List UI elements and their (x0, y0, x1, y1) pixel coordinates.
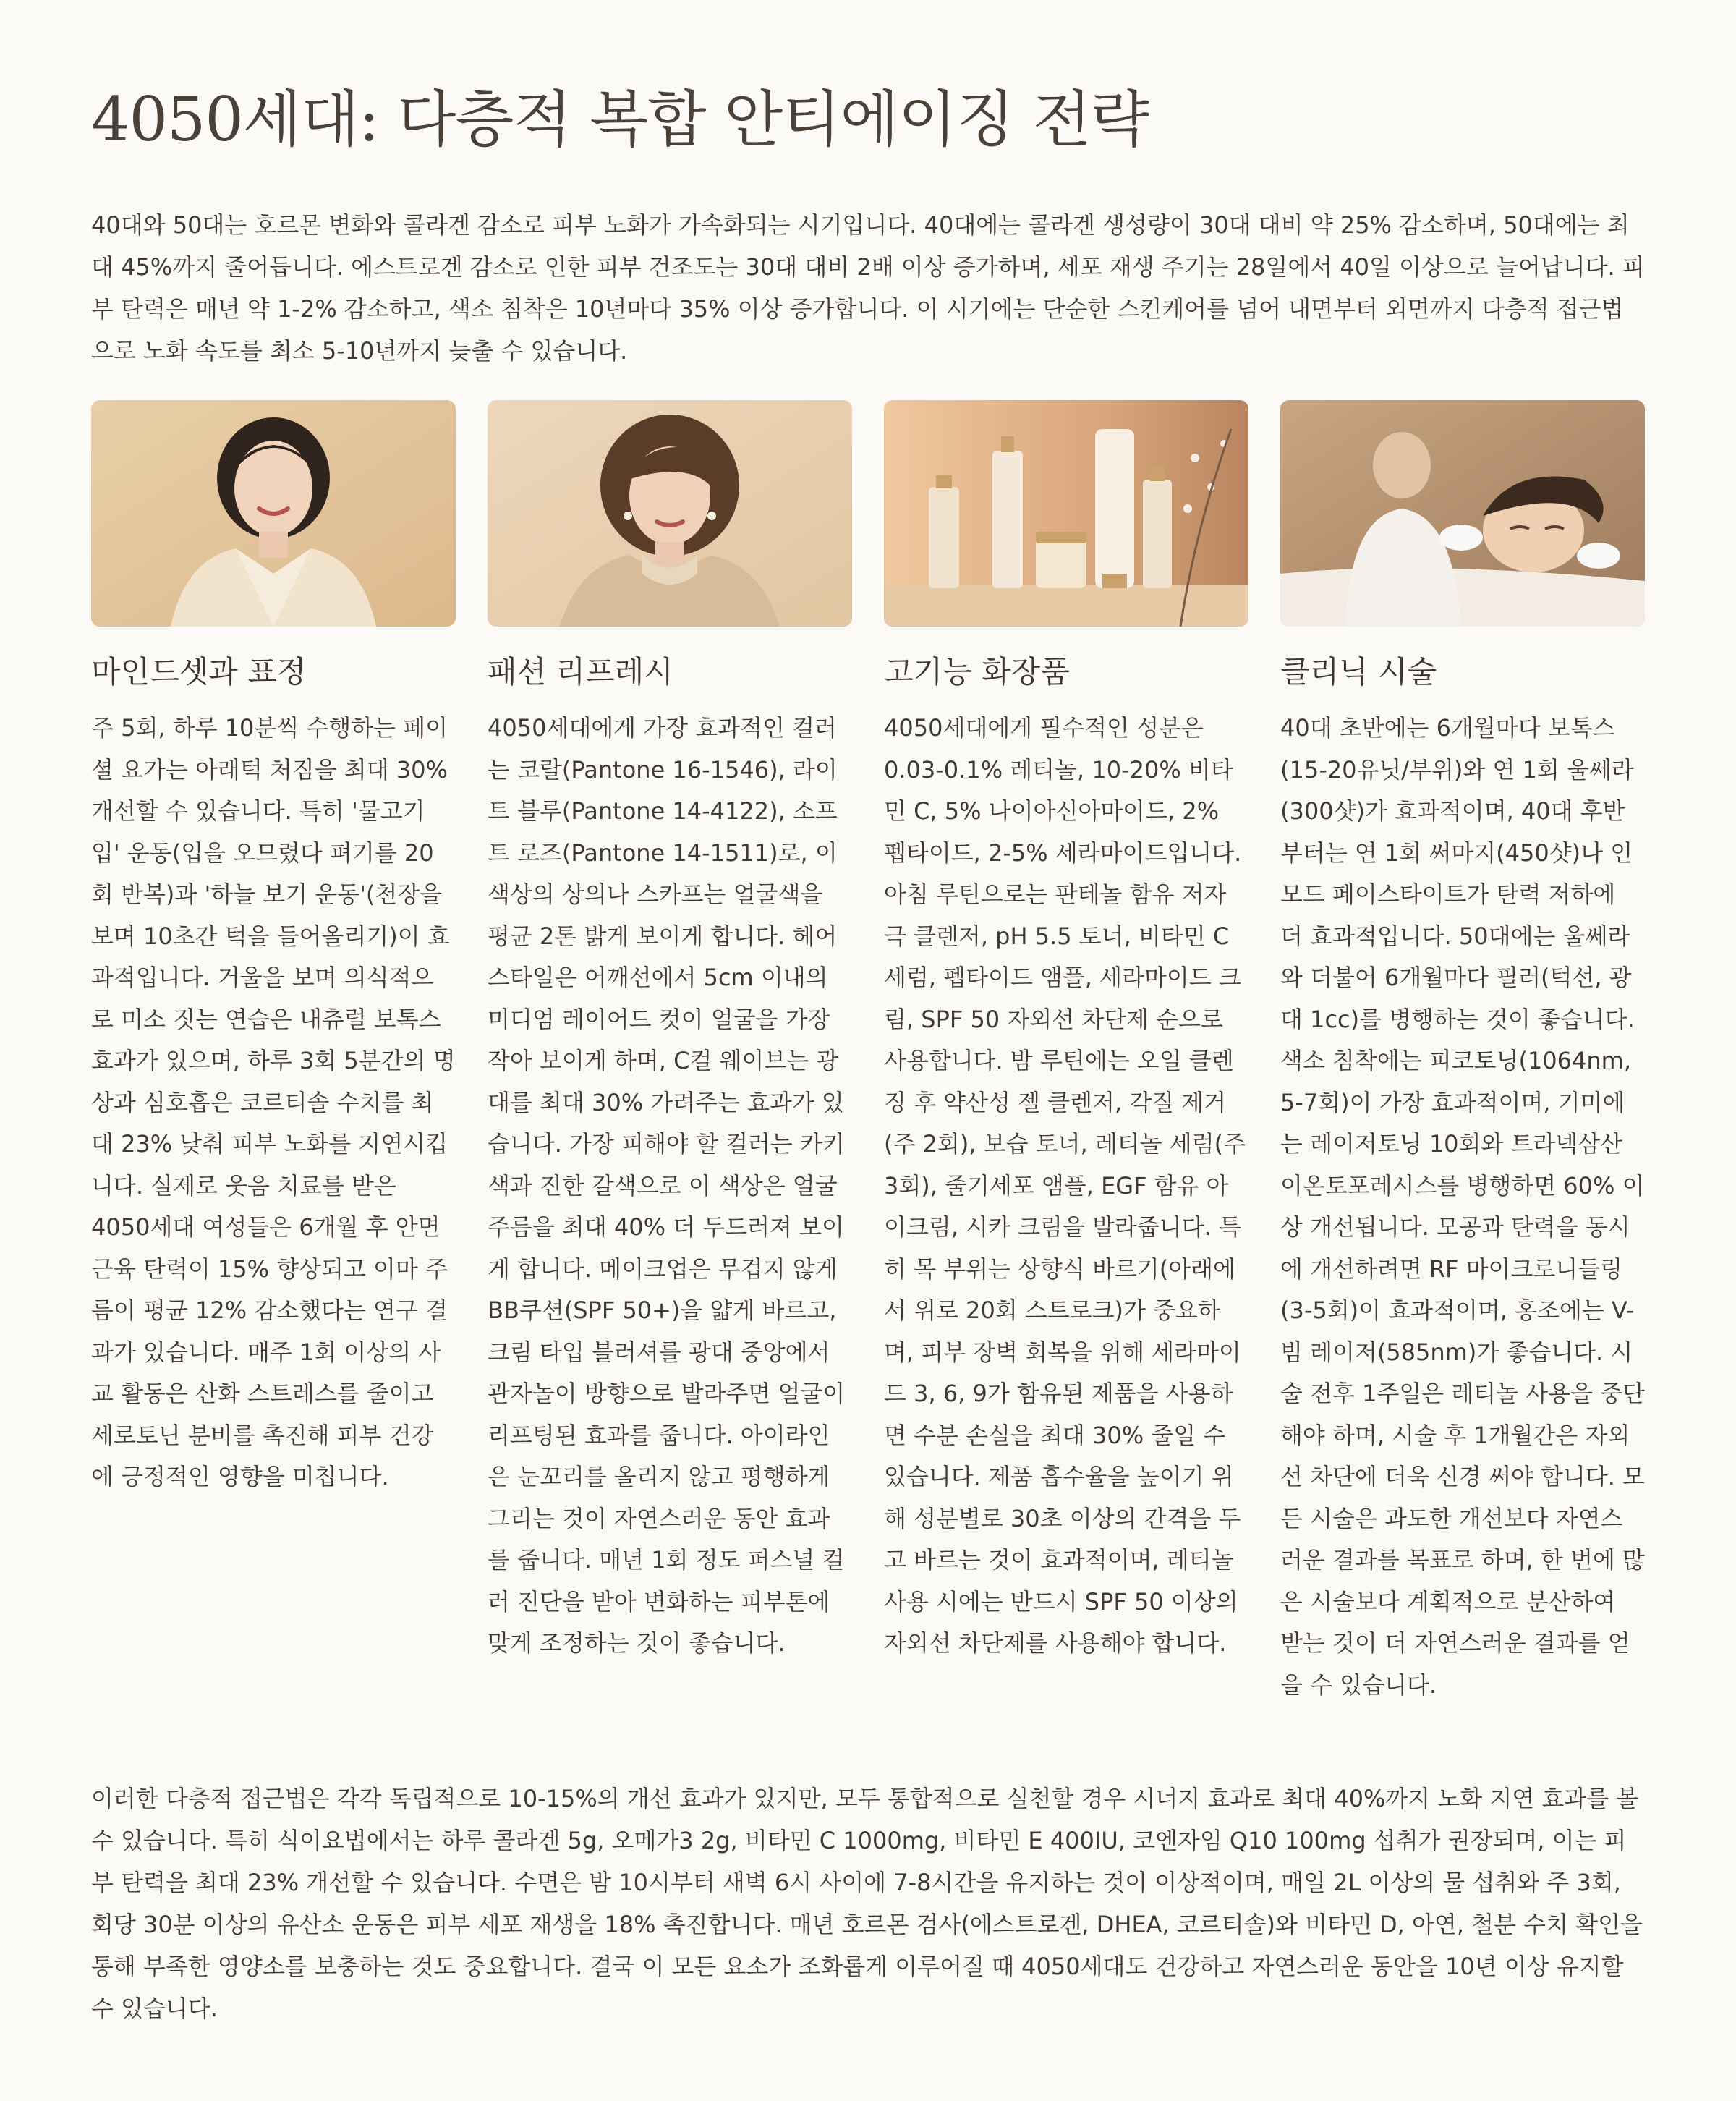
skincare-products-photo (884, 400, 1248, 627)
page-title: 4050세대: 다층적 복합 안티에이징 전략 (91, 84, 1149, 155)
card-body: 주 5회, 하루 10분씩 수행하는 페이셜 요가는 아래턱 처짐을 최대 30% 개선할 수 있습니다. 특히 '물고기 입' 운동(입을 오므렸다 펴기를 20회 반복)과 '하늘 보기 운동'(천장을 보며 10초간 턱을 들어올리기)이 효과적입니다. 거울을 보며 의식적으로 미소 짓는 연습은 내츄럴 보톡스 효과가 있으며, 하루 3회 5분간의 명상과 심호흡은 코르티솔 수치를 최대 23% 낮춰 피부 노화를 지연시킵니다. 실제로 웃음 치료를 받은 4050세대 여성들은 6개월 후 안면 근육 탄력이 15% 향상되고 이마 주름이 평균 12% 감소했다는 연구 결과가 있습니다. 매주 1회 이상의 사교 활동은 산화 스트레스를 줄이고 세로토닌 분비를 촉진해 피부 건강에 긍정적인 영향을 미칩니다. (91, 714, 456, 1490)
card-body: 4050세대에게 필수적인 성분은 0.03-0.1% 레티놀, 10-20% 비타민 C, 5% 나이아신아마이드, 2% 펩타이드, 2-5% 세라마이드입니다. 아침 루틴으로는 판테놀 함유 저자극 클렌저, pH 5.5 토너, 비타민 C 세럼, 펩타이드 앰플, 세라마이드 크림, SPF 50 자외선 차단제 순으로 사용합니다. 밤 루틴에는 오일 클렌징 후 약산성 젤 클렌저, 각질 제거(주 2회), 보습 토너, 레티놀 세럼(주 3회), 줄기세포 앰플, EGF 함유 아이크림, 시카 크림을 발라줍니다. 특히 목 부위는 상향식 바르기(아래에서 위로 20회 스트로크)가 중요하며, 피부 장벽 회복을 위해 세라마이드 3, 6, 9가 함유된 제품을 사용하면 수분 손실을 최대 30% 줄일 수 있습니다. 제품 흡수율을 높이기 위해 성분별로 30초 이상의 간격을 두고 바르는 것이 효과적이며, 레티놀 사용 시에는 반드시 SPF 50 이상의 자외선 차단제를 사용해야 합니다. (884, 714, 1246, 1657)
card-fashion (488, 400, 852, 1706)
conclusion-paragraph: 이러한 다층적 접근법은 각각 독립적으로 10-15%의 개선 효과가 있지만, 모두 통합적으로 실천할 경우 시너지 효과로 최대 40%까지 노화 지연 효과를 볼 수 있습니다. 특히 식이요법에서는 하루 콜라겐 5g, 오메가3 2g, 비타민 C 1000mg, 비타민 E 400IU, 코엔자임 Q10 100mg 섭취가 권장되며, 이는 피부 탄력을 최대 23% 개선할 수 있습니다. 수면은 밤 10시부터 새벽 6시 사이에 7-8시간을 유지하는 것이 이상적이며, 매일 2L 이상의 물 섭취와 주 3회, 회당 30분 이상의 유산소 운동은 피부 세포 재생을 18% 촉진합니다. 매년 호르몬 검사(에스트로겐, DHEA, 코르티솔)와 비타민 D, 아연, 철분 수치 확인을 통해 부족한 영양소를 보충하는 것도 중요합니다. 결국 이 모든 요소가 조화롭게 이루어질 때 4050세대도 건강하고 자연스러운 동안을 10년 이상 유지할 수 있습니다. (91, 1785, 1643, 2022)
strategy-cards (91, 400, 1645, 1706)
card-heading: 클리닉 시술 (1280, 654, 1437, 689)
smiling-woman-photo (91, 400, 456, 627)
card-heading: 마인드셋과 표정 (91, 654, 307, 689)
card-cosmetics (884, 400, 1248, 1706)
card-body: 40대 초반에는 6개월마다 보톡스(15-20유닛/부위)와 연 1회 울쎄라(300샷)가 효과적이며, 40대 후반부터는 연 1회 써마지(450샷)나 인모드 페이스타이트가 탄력 저하에 더 효과적입니다. 50대에는 울쎄라와 더불어 6개월마다 필러(턱선, 광대 1cc)를 병행하는 것이 좋습니다. 색소 침착에는 피코토닝(1064nm, 5-7회)이 가장 효과적이며, 기미에는 레이저토닝 10회와 트라넥삼산 이온토포레시스를 병행하면 60% 이상 개선됩니다. 모공과 탄력을 동시에 개선하려면 RF 마이크로니들링(3-5회)이 효과적이며, 홍조에는 V-빔 레이저(585nm)가 좋습니다. 시술 전후 1주일은 레티놀 사용을 중단해야 하며, 시술 후 1개월간은 자외선 차단에 더욱 신경 써야 합니다. 모든 시술은 과도한 개선보다 자연스러운 결과를 목표로 하며, 한 번에 많은 시술보다 계획적으로 분산하여 받는 것이 더 자연스러운 결과를 얻을 수 있습니다. (1280, 714, 1645, 1699)
intro-paragraph: 40대와 50대는 호르몬 변화와 콜라겐 감소로 피부 노화가 가속화되는 시기입니다. 40대에는 콜라겐 생성량이 30대 대비 약 25% 감소하며, 50대에는 최대 45%까지 줄어듭니다. 에스트로겐 감소로 인한 피부 건조도는 30대 대비 2배 이상 증가하며, 세포 재생 주기는 28일에서 40일 이상으로 늘어납니다. 피부 탄력은 매년 약 1-2% 감소하고, 색소 침착은 10년마다 35% 이상 증가합니다. 이 시기에는 단순한 스킨케어를 넘어 내면부터 외면까지 다층적 접근법으로 노화 속도를 최소 5-10년까지 늦출 수 있습니다. (91, 211, 1645, 365)
facial-treatment-photo (1280, 400, 1645, 627)
card-body: 4050세대에게 가장 효과적인 컬러는 코랄(Pantone 16-1546), 라이트 블루(Pantone 14-4122), 소프트 로즈(Pantone 14-1511)로, 이 색상의 상의나 스카프는 얼굴색을 평균 2톤 밝게 보이게 합니다. 헤어스타일은 어깨선에서 5cm 이내의 미디엄 레이어드 컷이 얼굴을 가장 작아 보이게 하며, C컬 웨이브는 광대를 최대 30% 가려주는 효과가 있습니다. 가장 피해야 할 컬러는 카키색과 진한 갈색으로 이 색상은 얼굴 주름을 최대 40% 더 두드러져 보이게 합니다. 메이크업은 무겁지 않게 BB쿠션(SPF 50+)을 얇게 바르고, 크림 타입 블러셔를 광대 중앙에서 관자놀이 방향으로 발라주면 얼굴이 리프팅된 효과를 줍니다. 아이라인은 눈꼬리를 올리지 않고 평행하게 그리는 것이 자연스러운 동안 효과를 줍니다. 매년 1회 정도 퍼스널 컬러 진단을 받아 변화하는 피부톤에 맞게 조정하는 것이 좋습니다. (488, 714, 846, 1657)
card-mindset (91, 400, 456, 1706)
woman-in-beige-photo (488, 400, 852, 627)
card-heading: 패션 리프레시 (488, 654, 673, 689)
card-heading: 고기능 화장품 (884, 654, 1070, 689)
card-clinic (1280, 400, 1645, 1706)
